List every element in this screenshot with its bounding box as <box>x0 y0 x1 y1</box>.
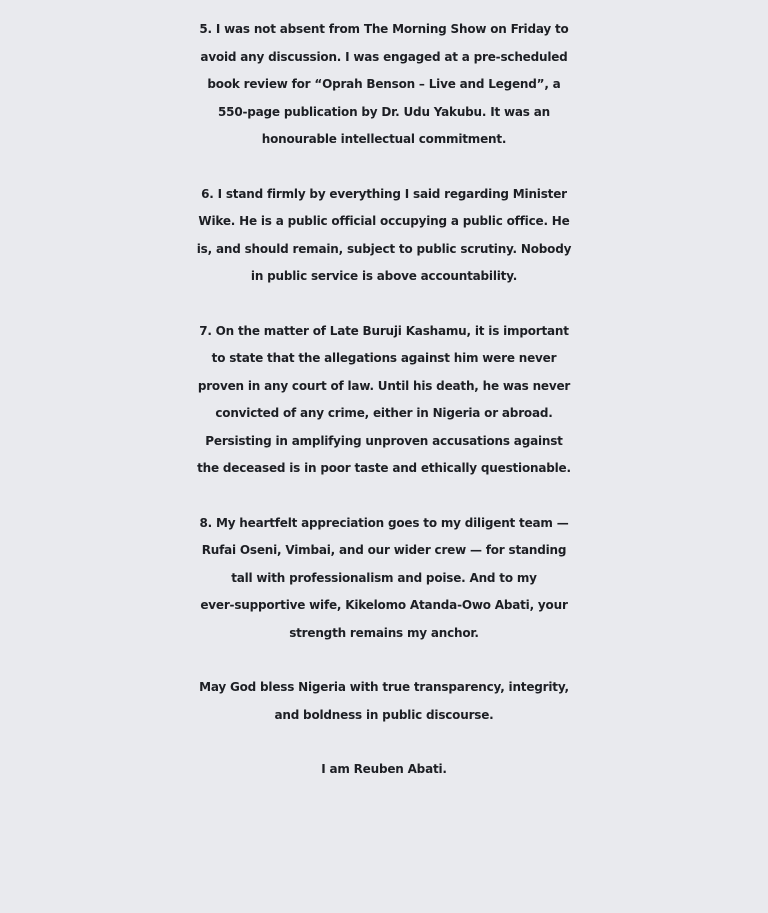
text-line: honourable intellectual commitment. <box>261 132 507 146</box>
text-line: I am Reuben Abati. <box>321 762 447 776</box>
paragraph-spacer <box>0 729 768 756</box>
paragraph-7 <box>0 318 768 483</box>
text-line: avoid any discussion. I was engaged at a pre-scheduled <box>200 49 568 64</box>
text-line: ever-supportive wife, Kikelomo Atanda-Owo Abati, your <box>200 598 568 612</box>
text-line: book review for “Oprah Benson – Live and Legend”, a <box>207 77 561 91</box>
text-line: convicted of any crime, either in Nigeria or abroad. <box>215 406 553 420</box>
paragraph-6 <box>0 181 768 291</box>
text-line: Rufai Oseni, Vimbai, and our wider crew — for standing <box>201 543 567 557</box>
text-line: 6. I stand firmly by everything I said regarding Minister <box>201 186 567 201</box>
paragraph-5 <box>0 16 768 154</box>
text-line: to state that the allegations against him were never <box>211 351 557 365</box>
text-line: the deceased is in poor taste and ethically questionable. <box>197 461 571 475</box>
text-line: strength remains my anchor. <box>289 625 479 640</box>
text-line: Persisting in amplifying unproven accusations against <box>205 433 563 448</box>
paragraph-spacer <box>0 647 768 674</box>
text-line: May God bless Nigeria with true transparency, integrity, <box>199 680 569 694</box>
text-line: 5. I was not absent from The Morning Show on Friday to <box>199 22 569 36</box>
text-line: and boldness in public discourse. <box>274 707 494 722</box>
text-line: tall with professionalism and poise. And to my <box>231 570 537 585</box>
text-line: proven in any court of law. Until his death, he was never <box>197 378 571 393</box>
text-line: 550-page publication by Dr. Udu Yakubu. It was an <box>218 104 550 119</box>
text-line: is, and should remain, subject to public scrutiny. Nobody <box>196 241 572 256</box>
text-line: 8. My heartfelt appreciation goes to my diligent team — <box>199 515 569 530</box>
text-line: 7. On the matter of Late Buruji Kashamu, it is important <box>199 323 569 338</box>
signature-line <box>0 756 768 784</box>
paragraph-spacer <box>0 291 768 318</box>
closing-blessing <box>0 674 768 729</box>
paragraph-8 <box>0 510 768 648</box>
text-line: Wike. He is a public official occupying a public office. He <box>198 214 570 228</box>
paragraph-spacer <box>0 154 768 181</box>
paragraph-spacer <box>0 483 768 510</box>
text-line: in public service is above accountability. <box>250 269 518 283</box>
